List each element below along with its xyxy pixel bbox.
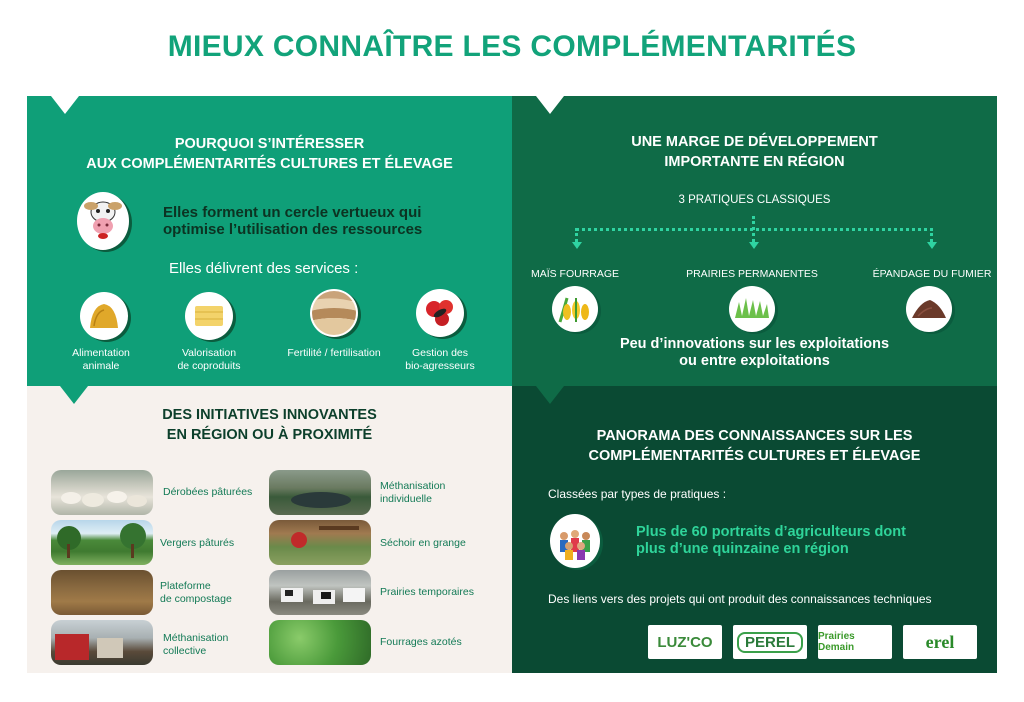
compost-photo	[51, 570, 153, 615]
initiative-label: Méthanisation individuelle	[380, 480, 446, 505]
arrow-down-icon	[927, 242, 937, 249]
grass-icon	[729, 286, 775, 332]
initiative-label: Dérobées pâturées	[163, 486, 253, 498]
barn-dryer-photo	[269, 520, 371, 565]
individual-methanisation-photo	[269, 470, 371, 515]
corn-icon	[552, 286, 598, 332]
orchard-photo	[51, 520, 153, 565]
practice-label: PRAIRIES PERMANENTES	[686, 268, 818, 280]
panel-notch	[536, 386, 564, 404]
service-label: Valorisation de coproduits	[177, 347, 241, 372]
initiative-label: Fourrages azotés	[380, 636, 462, 648]
panel-notch	[536, 96, 564, 114]
practice-label: ÉPANDAGE DU FUMIER	[872, 268, 992, 280]
collective-methanisation-photo	[51, 620, 153, 665]
hay-bale-icon	[80, 292, 128, 340]
connector-line	[930, 228, 933, 242]
services-title: Elles délivrent des services :	[169, 260, 359, 277]
luzco-logo[interactable]: LUZ'CO	[648, 625, 722, 659]
connector-line	[575, 228, 578, 242]
prairies-demain-logo[interactable]: Prairies Demain	[818, 625, 892, 659]
portraits-line2: plus d’une quinzaine en région	[636, 541, 849, 557]
innovation-statement: Peu d’innovations sur les exploitations ou entre exploitations	[619, 336, 890, 369]
panel-notch	[51, 96, 79, 114]
pest-flower-icon	[416, 289, 464, 337]
initiatives-panel	[27, 386, 512, 673]
panel-notch	[60, 386, 88, 404]
service-label: Fertilité / fertilisation	[287, 347, 381, 359]
arrow-down-icon	[572, 242, 582, 249]
initiatives-heading: DES INITIATIVES INNOVANTES EN RÉGION OU À PROXIMITÉ	[162, 407, 377, 443]
cercle-line1: Elles forment un cercle vertueux qui	[163, 204, 422, 221]
page-title: MIEUX CONNAÎTRE LES COMPLÉMENTARITÉS	[167, 30, 857, 63]
initiative-label: Prairies temporaires	[380, 586, 474, 598]
cow-icon	[77, 192, 129, 250]
sheep-photo	[51, 470, 153, 515]
margin-heading: UNE MARGE DE DÉVELOPPEMENT IMPORTANTE EN RÉGION	[631, 134, 878, 170]
farmers-group-icon	[550, 514, 600, 568]
initiative-label: Séchoir en grange	[380, 537, 466, 549]
service-label: Alimentation animale	[72, 347, 130, 372]
connector-line	[752, 216, 755, 242]
why-panel	[27, 96, 512, 386]
portraits-line1: Plus de 60 portraits d’agriculteurs dont	[636, 524, 906, 540]
erel-logo[interactable]: erel	[903, 625, 977, 659]
manure-pile-icon	[906, 286, 952, 332]
panorama-heading: PANORAMA DES CONNAISSANCES SUR LES COMPLÉMENTARITÉS CULTURES ET ÉLEVAGE	[588, 428, 921, 464]
perel-logo[interactable]: PEREL	[733, 625, 807, 659]
margin-panel	[512, 96, 997, 386]
arrow-down-icon	[749, 242, 759, 249]
classees-text: Classées par types de pratiques :	[548, 487, 727, 501]
cercle-line2: optimise l’utilisation des ressources	[163, 221, 423, 238]
cows-photo	[269, 570, 371, 615]
liens-text: Des liens vers des projets qui ont produit des connaissances techniques	[548, 592, 932, 606]
practices-subtitle: 3 PRATIQUES CLASSIQUES	[678, 194, 831, 206]
practice-label: MAÏS FOURRAGE	[530, 268, 620, 280]
why-heading: POURQUOI S’INTÉRESSER AUX COMPLÉMENTARITÉS CULTURES ET ÉLEVAGE	[86, 136, 453, 172]
straw-bale-icon	[185, 292, 233, 340]
soil-layers-icon	[310, 289, 358, 337]
initiative-label: Plateforme de compostage	[160, 580, 232, 605]
forage-photo	[269, 620, 371, 665]
service-label: Gestion des bio-agresseurs	[405, 347, 475, 372]
initiative-label: Méthanisation collective	[163, 632, 229, 657]
initiative-label: Vergers pâturés	[160, 537, 235, 549]
